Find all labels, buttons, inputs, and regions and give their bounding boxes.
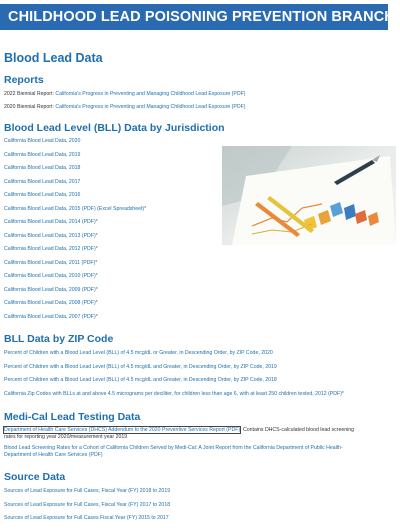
jurisdiction-link-2011[interactable]: California Blood Lead Data, 2011 (PDF)* — [4, 259, 98, 266]
jurisdiction-link-2012[interactable]: California Blood Lead Data, 2012 (PDF)* — [4, 246, 98, 252]
section-heading-source: Source Data — [4, 471, 66, 483]
zip-list — [4, 350, 396, 397]
medical-item-dhcs — [4, 427, 396, 434]
report-label: 2022 Biennial Report: — [4, 91, 54, 97]
zip-link-2020[interactable]: Percent of Children with a Blood Lead Level (BLL) of 4.5 mcg/dL or Greater, in Descending Order, by ZIP Code, 2020 — [4, 350, 273, 356]
jurisdiction-link-2016[interactable]: California Blood Lead Data, 2016 — [4, 192, 81, 198]
jurisdiction-link-2009[interactable]: California Blood Lead Data, 2009 (PDF)* — [4, 286, 98, 293]
main-content — [4, 50, 396, 522]
source-list — [4, 488, 396, 522]
jurisdiction-link-2010[interactable]: California Blood Lead Data, 2010 (PDF)* — [4, 273, 98, 279]
report-link-2020[interactable]: California's Progress in Preventing and Managing Childhood Lead Exposure (PDF) — [55, 103, 246, 110]
report-label: 2020 Biennial Report: — [4, 103, 54, 110]
jurisdiction-link-2014[interactable]: California Blood Lead Data, 2014 (PDF)* — [4, 219, 98, 225]
dhcs-description: : Contains DHCS-calculated blood lead screening — [240, 427, 355, 433]
jurisdiction-link-2008[interactable]: California Blood Lead Data, 2008 (PDF)* — [4, 300, 98, 306]
zip-link-2018[interactable]: Percent of Children with a Blood Lead Level (BLL) of 4.5 mcg/dL and Greater, in Descending Order, by ZIP Code, 2018 — [4, 377, 277, 383]
jurisdiction-link-2017[interactable]: California Blood Lead Data, 2017 — [4, 178, 81, 185]
cohort-report-link-continued[interactable]: Department of Health Care Services (PDF) — [4, 451, 103, 458]
section-heading-zip: BLL Data by ZIP Code — [4, 333, 114, 345]
cohort-report-link[interactable]: Blood Lead Screening Rates for a Cohort of California Children Served by Medi-Cal: A Joint Report from the California Department of Public Health- — [4, 445, 343, 451]
zip-link-2019[interactable]: Percent of Children with a Blood Lead Level (BLL) of 4.5 mcg/dL and Greater, in Descending Order, by ZIP Code, 2019 — [4, 363, 277, 370]
branch-banner: CHILDHOOD LEAD POISONING PREVENTION BRANCH — [0, 4, 388, 30]
jurisdiction-link-2007[interactable]: California Blood Lead Data, 2007 (PDF)* — [4, 313, 98, 320]
section-heading-jurisdiction: Blood Lead Level (BLL) Data by Jurisdiction — [4, 122, 225, 134]
jurisdiction-link-2020[interactable]: California Blood Lead Data, 2020 — [4, 138, 81, 144]
jurisdiction-link-2015[interactable]: California Blood Lead Data, 2015 (PDF) (Excel Spreadsheet)* — [4, 205, 147, 212]
jurisdiction-list — [4, 138, 396, 320]
source-link-fy2018[interactable]: Sources of Lead Exposure for Full Cases, Fiscal Year (FY) 2018 to 2019 — [4, 488, 171, 494]
zip-link-2012[interactable]: California Zip Codes with BLLs at and above 4.5 micrograms per deciliter, for children less than age 6, with at least 250 children tested, 2012 (PDF)* — [4, 390, 344, 397]
report-link-2022[interactable]: California's Progress in Preventing and Managing Childhood Lead Exposure (PDF) — [55, 91, 246, 97]
source-link-fy2015[interactable]: Sources of Lead Exposure for Full Cases Fiscal Year (FY) 2015 to 2017 — [4, 515, 169, 521]
jurisdiction-link-2018[interactable]: California Blood Lead Data, 2018 — [4, 165, 81, 171]
jurisdiction-link-2019[interactable]: California Blood Lead Data, 2019 — [4, 151, 81, 158]
section-heading-medical: Medi-Cal Lead Testing Data — [4, 411, 141, 423]
dhcs-description-continued: rates for reporting year 2020/measurement year 2019 — [4, 433, 128, 440]
dhcs-addendum-link[interactable]: Department of Health Care Services (DHCS) Addendum to the 2020 Preventive Services Report (PDF) — [4, 427, 241, 433]
source-link-fy2017[interactable]: Sources of Lead Exposure for Full Cases, Fiscal Year (FY) 2017 to 2018 — [4, 501, 171, 508]
jurisdiction-link-2013[interactable]: California Blood Lead Data, 2013 (PDF)* — [4, 232, 98, 239]
section-heading-reports: Reports — [4, 74, 44, 86]
page-title: Blood Lead Data — [4, 51, 103, 65]
